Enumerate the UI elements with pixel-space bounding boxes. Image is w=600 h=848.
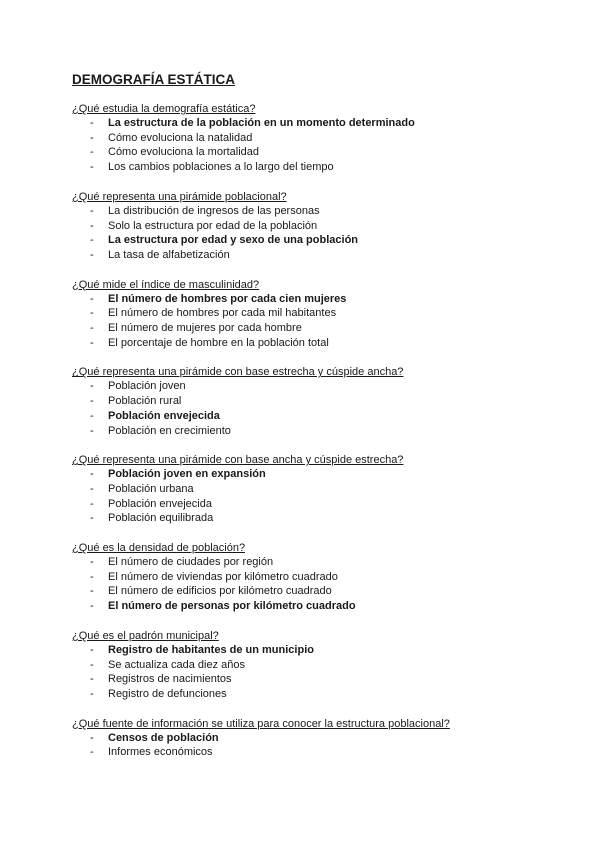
list-dash: -	[90, 482, 94, 495]
answer-options	[72, 292, 542, 351]
list-dash: -	[90, 292, 94, 305]
answer-option	[72, 497, 542, 512]
list-dash: -	[90, 409, 94, 422]
question-text: ¿Qué es el padrón municipal?	[72, 629, 219, 642]
list-dash: -	[90, 424, 94, 437]
answer-options	[72, 116, 542, 175]
answer-option	[72, 482, 542, 497]
answer-option	[72, 511, 542, 526]
answer-option-text: Registro de habitantes de un municipio	[108, 643, 314, 656]
list-dash: -	[90, 497, 94, 510]
question-text: ¿Qué representa una pirámide con base ancha y cúspide estrecha?	[72, 454, 404, 467]
list-dash: -	[90, 600, 94, 613]
question-block	[72, 190, 542, 263]
question-block	[72, 278, 542, 351]
list-dash: -	[90, 248, 94, 261]
question-block	[72, 541, 542, 614]
answer-option-text: El porcentaje de hombre en la población total	[108, 336, 329, 349]
answer-options	[72, 555, 542, 614]
answer-option-text: El número de hombres por cada mil habitantes	[108, 307, 337, 320]
answer-option	[72, 160, 542, 175]
page-title: DEMOGRAFÍA ESTÁTICA	[72, 72, 235, 87]
list-dash: -	[90, 512, 94, 525]
list-dash: -	[90, 219, 94, 232]
question-text: ¿Qué fuente de información se utiliza para conocer la estructura poblacional?	[72, 717, 450, 730]
question-text: ¿Qué mide el índice de masculinidad?	[72, 278, 260, 291]
list-dash: -	[90, 731, 94, 744]
document-page	[72, 72, 542, 775]
answer-option	[72, 570, 542, 585]
question-block	[72, 453, 542, 526]
question-block	[72, 629, 542, 702]
question-list	[72, 102, 542, 760]
answer-option	[72, 204, 542, 219]
answer-option-text: El número de mujeres por cada hombre	[108, 322, 302, 335]
list-dash: -	[90, 336, 94, 349]
answer-option	[72, 248, 542, 263]
answer-options	[72, 204, 542, 263]
answer-option-text: Informes económicos	[108, 746, 213, 759]
answer-option-text: El número de hombres por cada cien mujeres	[108, 292, 347, 305]
answer-option-text: El número de viviendas por kilómetro cuadrado	[108, 570, 338, 583]
question-text: ¿Qué representa una pirámide con base estrecha y cúspide ancha?	[72, 366, 404, 379]
answer-option-text: Población joven en expansión	[108, 468, 266, 481]
answer-option-text: Cómo evoluciona la natalidad	[108, 131, 253, 144]
list-dash: -	[90, 673, 94, 686]
question-text: ¿Qué es la densidad de población?	[72, 542, 246, 555]
answer-options	[72, 643, 542, 702]
list-dash: -	[90, 570, 94, 583]
correct-answer-option	[72, 731, 542, 746]
question-block	[72, 365, 542, 438]
answer-option	[72, 672, 542, 687]
answer-option-text: El número de ciudades por región	[108, 556, 274, 569]
answer-option-text: Población joven	[108, 380, 186, 393]
answer-options	[72, 731, 542, 760]
answer-option	[72, 555, 542, 570]
list-dash: -	[90, 643, 94, 656]
list-dash: -	[90, 146, 94, 159]
correct-answer-option	[72, 643, 542, 658]
answer-option-text: Población envejecida	[108, 409, 220, 422]
answer-option-text: La estructura de la población en un momento determinado	[108, 117, 415, 129]
list-dash: -	[90, 658, 94, 671]
list-dash: -	[90, 395, 94, 408]
answer-option-text: Los cambios poblaciones a lo largo del tiempo	[108, 161, 334, 174]
answer-option-text: Se actualiza cada diez años	[108, 658, 245, 671]
answer-option	[72, 131, 542, 146]
answer-option-text: La tasa de alfabetización	[108, 248, 230, 261]
answer-option-text: Solo la estructura por edad de la población	[108, 219, 318, 232]
answer-option-text: Población envejecida	[108, 497, 212, 510]
answer-option-text: Registros de nacimientos	[108, 673, 232, 686]
answer-option-text: La estructura por edad y sexo de una población	[108, 234, 359, 247]
answer-option-text: El número de edificios por kilómetro cuadrado	[108, 585, 332, 598]
correct-answer-option	[72, 233, 542, 248]
answer-option	[72, 336, 542, 351]
answer-option	[72, 219, 542, 234]
answer-option	[72, 745, 542, 760]
list-dash: -	[90, 556, 94, 569]
list-dash: -	[90, 204, 94, 217]
answer-option	[72, 145, 542, 160]
answer-option	[72, 424, 542, 439]
answer-option	[72, 584, 542, 599]
question-block	[72, 717, 542, 760]
list-dash: -	[90, 131, 94, 144]
list-dash: -	[90, 468, 94, 481]
answer-options	[72, 379, 542, 438]
answer-option-text: Población en crecimiento	[108, 424, 231, 437]
answer-option-text: Censos de población	[108, 731, 219, 744]
list-dash: -	[90, 585, 94, 598]
list-dash: -	[90, 380, 94, 393]
correct-answer-option	[72, 116, 542, 131]
answer-option	[72, 394, 542, 409]
correct-answer-option	[72, 292, 542, 307]
answer-option-text: Cómo evoluciona la mortalidad	[108, 146, 260, 159]
answer-option-text: El número de personas por kilómetro cuadrado	[108, 600, 356, 613]
correct-answer-option	[72, 409, 542, 424]
answer-option	[72, 658, 542, 673]
answer-option-text: Población rural	[108, 395, 182, 408]
list-dash: -	[90, 687, 94, 700]
answer-option	[72, 321, 542, 336]
list-dash: -	[90, 117, 94, 129]
list-dash: -	[90, 746, 94, 759]
list-dash: -	[90, 234, 94, 247]
list-dash: -	[90, 161, 94, 174]
answer-option	[72, 379, 542, 394]
answer-option-text: Registro de defunciones	[108, 687, 227, 700]
answer-option	[72, 687, 542, 702]
answer-options	[72, 467, 542, 526]
answer-option-text: Población equilibrada	[108, 512, 214, 525]
answer-option-text: Población urbana	[108, 482, 194, 495]
question-text: ¿Qué representa una pirámide poblacional?	[72, 190, 287, 203]
correct-answer-option	[72, 467, 542, 482]
answer-option-text: La distribución de ingresos de las personas	[108, 204, 320, 217]
correct-answer-option	[72, 599, 542, 614]
list-dash: -	[90, 307, 94, 320]
answer-option	[72, 306, 542, 321]
question-block	[72, 102, 542, 175]
list-dash: -	[90, 322, 94, 335]
question-text: ¿Qué estudia la demografía estática?	[72, 103, 256, 115]
